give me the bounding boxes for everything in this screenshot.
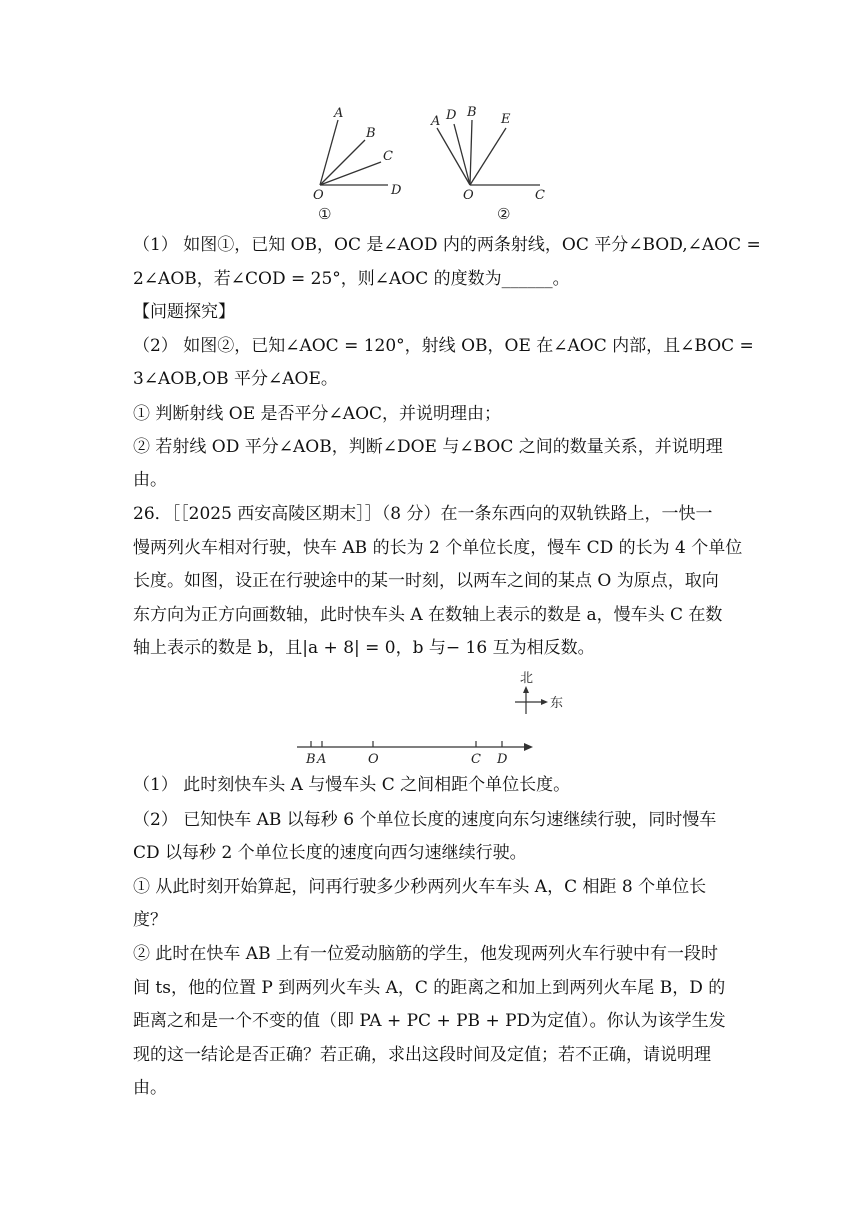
q26-line-5: 轴上表示的数是 b，且|a + 8| = 0，b 与− 16 互为相反数。 xyxy=(133,638,595,658)
numline-label-D: D xyxy=(497,752,508,767)
angle-figure-2 xyxy=(425,100,555,225)
fig2-label-B: B xyxy=(467,105,477,120)
compass-north-label: 北 xyxy=(520,671,534,686)
numline-label-B: B xyxy=(306,752,316,767)
fig2-label-E: E xyxy=(501,112,511,127)
q26-part-1-line-2: 度？ xyxy=(133,910,167,930)
q26-line-1: 26．［［2025 西安高陵区期末］］（8 分）在一条东西向的双轨铁路上，一快一 xyxy=(133,504,713,524)
angle-figure-1 xyxy=(305,100,415,225)
fig2-label-A: A xyxy=(431,114,441,129)
q26-line-3: 长度。如图，设正在行驶途中的某一时刻，以两车之间的某点 O 为原点，取向 xyxy=(133,571,719,591)
q1-line-1: （1） 如图①，已知 OB，OC 是∠AOD 内的两条射线，OC 平分∠BOD,∠AOC = xyxy=(133,235,761,255)
section-heading: 【问题探究】 xyxy=(133,302,235,322)
fig1-label-A: A xyxy=(334,106,344,121)
q26-part-2-line-3: 距离之和是一个不变的值（即 PA + PC + PB + PD为定值）。你认为该学生发 xyxy=(133,1011,726,1031)
numline-label-C: C xyxy=(471,752,481,767)
fig2-number: ② xyxy=(497,205,511,223)
fig2-label-D: D xyxy=(446,108,457,123)
q26-part-2-line-1: ② 此时在快车 AB 上有一位爱动脑筋的学生，他发现两列火车行驶中有一段时 xyxy=(133,944,718,964)
compass-figure xyxy=(510,668,570,718)
q26-line-4: 东方向为正方向画数轴，此时快车头 A 在数轴上表示的数是 a，慢车头 C 在数 xyxy=(133,605,723,625)
fig1-label-C: C xyxy=(383,149,393,164)
q2-line-1: （2） 如图②，已知∠AOC = 120°，射线 OB，OE 在∠AOC 内部，且∠BOC = xyxy=(133,336,754,356)
number-line-figure xyxy=(290,735,540,767)
q26-part-1-line-1: ① 从此时刻开始算起，问再行驶多少秒两列火车车头 A，C 相距 8 个单位长 xyxy=(133,877,707,897)
fig2-label-O: O xyxy=(463,188,474,203)
q26-sub-2-line-1: （2） 已知快车 AB 以每秒 6 个单位长度的速度向东匀速继续行驶，同时慢车 xyxy=(133,810,717,830)
q2-part-2-line-1: ② 若射线 OD 平分∠AOB，判断∠DOE 与∠BOC 之间的数量关系，并说明理 xyxy=(133,437,723,457)
q2-part-1: ① 判断射线 OE 是否平分∠AOC，并说明理由； xyxy=(133,404,502,424)
fig1-label-O: O xyxy=(313,188,324,203)
fig1-number: ① xyxy=(318,205,332,223)
q26-sub-2-line-2: CD 以每秒 2 个单位长度的速度向西匀速继续行驶。 xyxy=(133,843,527,863)
q26-part-2-line-5: 由。 xyxy=(133,1078,167,1098)
q2-line-2: 3∠AOB,OB 平分∠AOE。 xyxy=(133,369,338,389)
numline-label-O: O xyxy=(368,752,379,767)
q1-line-2: 2∠AOB，若∠COD = 25°，则∠AOC 的度数为______。 xyxy=(133,269,570,289)
fig1-label-D: D xyxy=(391,183,402,198)
q26-sub-1: （1） 此时刻快车头 A 与慢车头 C 之间相距个单位长度。 xyxy=(133,775,571,795)
q26-line-2: 慢两列火车相对行驶，快车 AB 的长为 2 个单位长度，慢车 CD 的长为 4 个单位 xyxy=(133,538,743,558)
compass-east-label: 东 xyxy=(550,696,564,711)
fig1-label-B: B xyxy=(366,126,376,141)
fig2-label-C: C xyxy=(535,188,545,203)
q2-part-2-line-2: 由。 xyxy=(133,470,167,490)
q26-part-2-line-2: 间 ts，他的位置 P 到两列火车头 A，C 的距离之和加上到两列火车尾 B，D 的 xyxy=(133,978,726,998)
numline-label-A: A xyxy=(317,752,327,767)
q26-part-2-line-4: 现的这一结论是否正确？若正确，求出这段时间及定值；若不正确，请说明理 xyxy=(133,1045,711,1065)
